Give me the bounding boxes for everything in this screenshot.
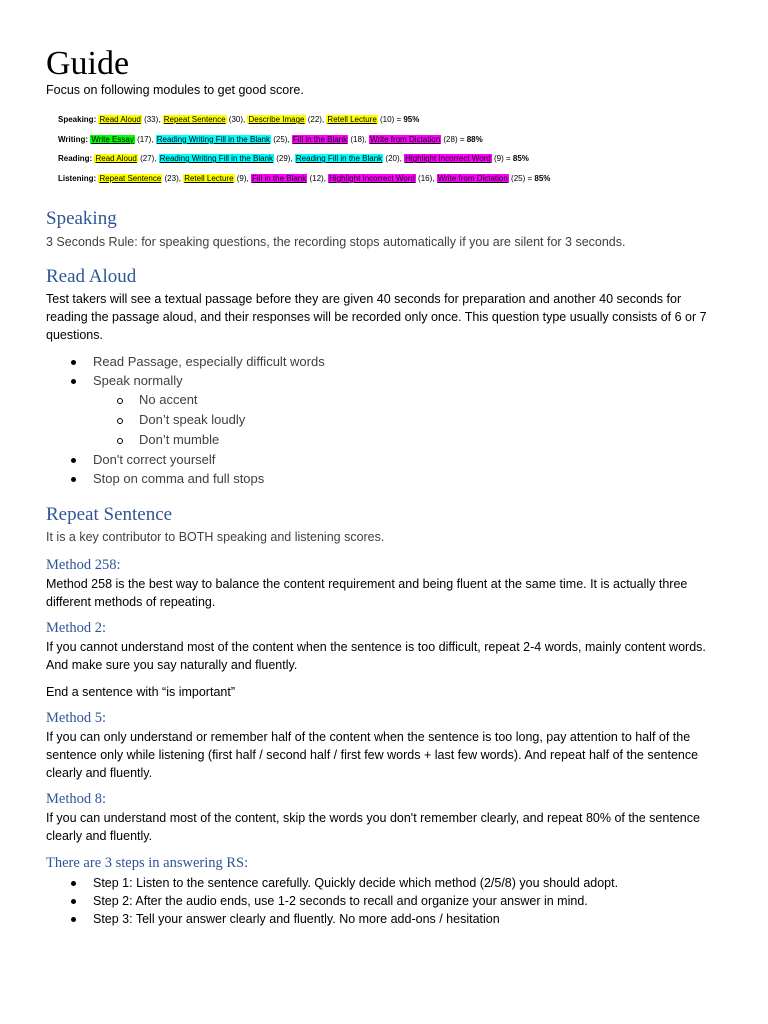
steps-heading: There are 3 steps in answering RS: (46, 855, 249, 871)
bullet-icon (71, 874, 79, 892)
sub-bullet-icon (117, 391, 125, 409)
module-total-percent: 95% (403, 115, 420, 124)
module-item-highlight: Read Aloud (99, 115, 141, 124)
module-item-highlight: Write from Dictation (370, 134, 441, 144)
method-8-heading: Method 8: (46, 791, 107, 807)
module-item-highlight: Retell Lecture (184, 173, 234, 183)
bullet-icon (71, 910, 79, 928)
speaking-heading: Speaking (46, 208, 117, 229)
module-item-highlight: Describe Image (248, 115, 305, 124)
module-item-count: (9), (234, 173, 251, 183)
module-item-count: (33), (141, 115, 163, 124)
module-row (58, 135, 550, 155)
repeat-sentence-heading: Repeat Sentence (46, 504, 173, 525)
module-item-count: (29), (274, 154, 295, 163)
module-row (58, 174, 550, 194)
bullet-icon (71, 451, 79, 469)
method-258-text: Method 258 is the best way to balance the content requirement and being fluent at the same time. It is actually three different methods of repeating. (46, 577, 688, 609)
method-2-note: End a sentence with “is important” (46, 685, 235, 699)
bullet-icon (71, 470, 79, 488)
sub-bullet-icon (117, 431, 125, 449)
read-aloud-bullet: Stop on comma and full stops (93, 471, 265, 486)
module-item-count: (9) = (491, 154, 513, 163)
module-row-label: Listening: (58, 173, 97, 183)
module-item-count: (25), (271, 134, 292, 144)
module-item-highlight: Fill in the Blank (292, 134, 348, 144)
module-item-count: (30), (226, 115, 248, 124)
method-2-heading: Method 2: (46, 620, 107, 636)
module-item-count: (22), (305, 115, 327, 124)
bullet-icon (71, 372, 79, 390)
bullet-icon (71, 353, 79, 371)
step-item: Step 1: Listen to the sentence carefully. Quickly decide which method (2/5/8) you should adopt. (93, 876, 619, 890)
method-2-text: If you cannot understand most of the content when the sentence is too difficult, repeat 2-4 words, mainly content words. And make sure you say naturally and fluently. (46, 640, 706, 672)
read-aloud-heading: Read Aloud (46, 266, 137, 287)
module-item-highlight: Reading Writing Fill in the Blank (159, 154, 273, 163)
step-item: Step 3: Tell your answer clearly and fluently. No more add-ons / hesitation (93, 912, 500, 926)
module-item-highlight: Reading Writing Fill in the Blank (156, 134, 270, 144)
step-item: Step 2: After the audio ends, use 1-2 seconds to recall and organize your answer in mind. (93, 894, 588, 908)
method-258-heading: Method 258: (46, 557, 121, 573)
module-item-count: (27), (137, 154, 159, 163)
module-row (58, 154, 550, 174)
read-aloud-sub-bullet: Don’t speak loudly (139, 412, 246, 427)
module-item-count: (20), (383, 154, 405, 163)
module-summary (58, 115, 550, 193)
read-aloud-intro: Test takers will see a textual passage before they are given 40 seconds for preparation and another 40 seconds for reading the passage aloud, and their responses will be recorded only once. This question type usually consists of 6 or 7 questions. (46, 292, 707, 342)
read-aloud-bullet: Speak normally (93, 373, 183, 388)
module-item-highlight: Repeat Sentence (99, 173, 162, 183)
module-item-count: (10) = (377, 115, 404, 124)
module-row-label: Writing: (58, 134, 89, 144)
module-item-highlight: Retell Lecture (327, 115, 377, 124)
read-aloud-bullet: Read Passage, especially difficult words (93, 354, 325, 369)
module-item-highlight: Reading Fill in the Blank (295, 154, 383, 163)
module-item-highlight: Highlight Incorrect Word (405, 154, 491, 163)
module-item-count: (25) = (508, 173, 535, 183)
module-item-highlight: Repeat Sentence (163, 115, 226, 124)
page-title: Guide (46, 45, 130, 82)
module-item-highlight: Write from Dictation (437, 173, 508, 183)
module-item-count: (23), (162, 173, 184, 183)
module-item-count: (18), (348, 134, 370, 144)
module-row-label: Speaking: (58, 115, 97, 124)
module-total-percent: 85% (512, 154, 529, 163)
module-item-highlight: Read Aloud (95, 154, 137, 163)
speaking-rule: 3 Seconds Rule: for speaking questions, the recording stops automatically if you are silent for 3 seconds. (46, 235, 626, 249)
module-item-highlight: Fill in the Blank (252, 173, 307, 183)
module-item-count: (16), (415, 173, 437, 183)
module-row-label: Reading: (58, 154, 93, 163)
module-item-highlight: Write Essay (91, 134, 134, 144)
sub-bullet-icon (117, 411, 125, 429)
module-item-count: (17), (134, 134, 156, 144)
module-total-percent: 85% (534, 173, 551, 183)
module-item-count: (12), (307, 173, 329, 183)
method-5-heading: Method 5: (46, 710, 107, 726)
page-subtitle: Focus on following modules to get good score. (46, 83, 304, 97)
module-item-highlight: Highlight Incorrect Word (329, 173, 415, 183)
module-total-percent: 88% (466, 134, 483, 144)
method-8-text: If you can understand most of the content, skip the words you don't remember clearly, and repeat 80% of the sentence clearly and fluently. (46, 811, 700, 843)
method-5-text: If you can only understand or remember half of the content when the sentence is too long, pay attention to half of the sentence only while listening (first half / second half / first few words + last few words). And repeat half of the sentence clearly and fluently. (46, 730, 699, 780)
bullet-icon (71, 892, 79, 910)
repeat-sentence-intro: It is a key contributor to BOTH speaking and listening scores. (46, 530, 385, 544)
read-aloud-bullet: Don't correct yourself (93, 452, 216, 467)
module-item-count: (28) = (441, 134, 467, 144)
module-row (58, 115, 550, 135)
read-aloud-sub-bullet: No accent (139, 392, 198, 407)
read-aloud-sub-bullet: Don’t mumble (139, 432, 220, 447)
